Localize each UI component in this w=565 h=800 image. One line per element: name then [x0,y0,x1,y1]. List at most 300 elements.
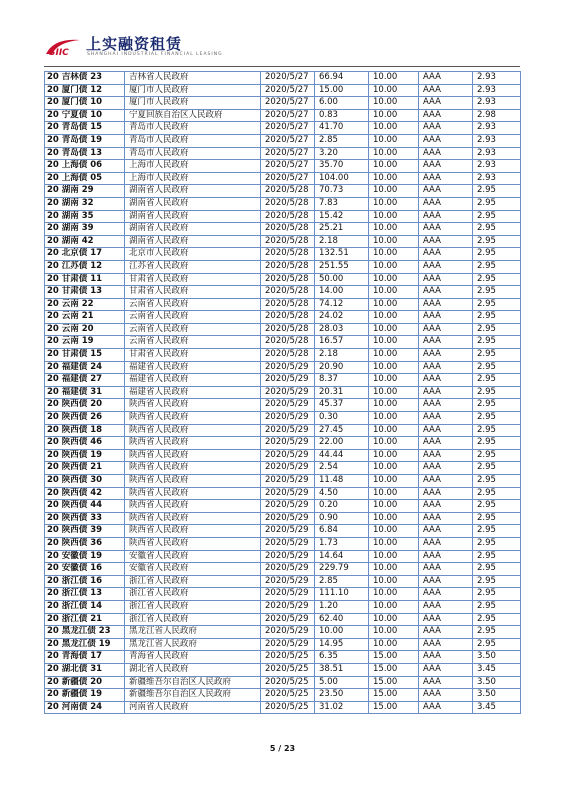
amount-cell: 2.54 [315,462,369,475]
siic-logo-icon [44,36,82,58]
table-row [45,185,521,198]
amount-cell: 3.20 [315,147,369,160]
coupon-rate-cell: 2.95 [473,260,521,273]
term-cell: 10.00 [369,563,419,576]
issue-date-cell: 2020/5/29 [261,600,315,613]
coupon-rate-cell: 2.95 [473,475,521,488]
bond-name-cell: 20 甘肃债 15 [45,349,125,362]
bond-name-cell: 20 陕西债 20 [45,399,125,412]
rating-cell: AAA [419,84,473,97]
bond-name-cell: 20 湖南 29 [45,185,125,198]
term-cell: 15.00 [369,676,419,689]
amount-cell: 11.48 [315,475,369,488]
bond-name-cell: 20 江苏债 12 [45,260,125,273]
issuer-cell: 陕西省人民政府 [125,512,261,525]
header-divider [44,66,520,67]
bond-name-cell: 20 陕西债 19 [45,449,125,462]
issuer-cell: 上海市人民政府 [125,160,261,173]
table-row [45,487,521,500]
rating-cell: AAA [419,235,473,248]
table-row [45,323,521,336]
issue-date-cell: 2020/5/25 [261,676,315,689]
table-row [45,72,521,85]
issuer-cell: 陕西省人民政府 [125,424,261,437]
amount-cell: 62.40 [315,613,369,626]
term-cell: 10.00 [369,575,419,588]
bond-name-cell: 20 青海债 17 [45,651,125,664]
bond-name-cell: 20 上海债 05 [45,172,125,185]
table-row [45,651,521,664]
bond-name-cell: 20 陕西债 42 [45,487,125,500]
rating-cell: AAA [419,462,473,475]
term-cell: 10.00 [369,500,419,513]
term-cell: 10.00 [369,147,419,160]
amount-cell: 15.42 [315,210,369,223]
table-row [45,537,521,550]
rating-cell: AAA [419,651,473,664]
issue-date-cell: 2020/5/29 [261,449,315,462]
term-cell: 10.00 [369,349,419,362]
coupon-rate-cell: 2.95 [473,575,521,588]
issuer-cell: 江苏省人民政府 [125,260,261,273]
term-cell: 10.00 [369,134,419,147]
issue-date-cell: 2020/5/29 [261,500,315,513]
issuer-cell: 云南省人民政府 [125,311,261,324]
amount-cell: 41.70 [315,122,369,135]
issuer-cell: 宁夏回族自治区人民政府 [125,109,261,122]
table-row [45,399,521,412]
coupon-rate-cell: 2.95 [473,500,521,513]
term-cell: 10.00 [369,588,419,601]
rating-cell: AAA [419,600,473,613]
issue-date-cell: 2020/5/28 [261,185,315,198]
amount-cell: 5.00 [315,676,369,689]
bond-name-cell: 20 福建债 31 [45,386,125,399]
issue-date-cell: 2020/5/25 [261,663,315,676]
bond-name-cell: 20 新疆债 20 [45,676,125,689]
term-cell: 10.00 [369,210,419,223]
coupon-rate-cell: 2.95 [473,349,521,362]
coupon-rate-cell: 2.95 [473,626,521,639]
amount-cell: 44.44 [315,449,369,462]
issue-date-cell: 2020/5/28 [261,248,315,261]
table-row [45,600,521,613]
term-cell: 10.00 [369,160,419,173]
issuer-cell: 湖南省人民政府 [125,223,261,236]
bond-name-cell: 20 吉林债 23 [45,72,125,85]
issuer-cell: 黑龙江省人民政府 [125,638,261,651]
issuer-cell: 青岛市人民政府 [125,134,261,147]
issue-date-cell: 2020/5/29 [261,512,315,525]
amount-cell: 0.90 [315,512,369,525]
issuer-cell: 福建省人民政府 [125,361,261,374]
rating-cell: AAA [419,424,473,437]
term-cell: 10.00 [369,613,419,626]
table-row [45,134,521,147]
issuer-cell: 北京市人民政府 [125,248,261,261]
issuer-cell: 浙江省人民政府 [125,600,261,613]
page-number: 5 / 23 [269,744,296,753]
issuer-cell: 安徽省人民政府 [125,550,261,563]
coupon-rate-cell: 2.95 [473,298,521,311]
rating-cell: AAA [419,525,473,538]
term-cell: 10.00 [369,361,419,374]
coupon-rate-cell: 2.95 [473,197,521,210]
table-row [45,437,521,450]
rating-cell: AAA [419,500,473,513]
amount-cell: 4.50 [315,487,369,500]
coupon-rate-cell: 2.95 [473,311,521,324]
issuer-cell: 云南省人民政府 [125,323,261,336]
amount-cell: 27.45 [315,424,369,437]
issue-date-cell: 2020/5/29 [261,525,315,538]
table-row [45,248,521,261]
rating-cell: AAA [419,512,473,525]
rating-cell: AAA [419,638,473,651]
amount-cell: 70.73 [315,185,369,198]
issuer-cell: 陕西省人民政府 [125,412,261,425]
table-row [45,386,521,399]
table-row [45,575,521,588]
issue-date-cell: 2020/5/27 [261,109,315,122]
amount-cell: 38.51 [315,663,369,676]
issuer-cell: 黑龙江省人民政府 [125,626,261,639]
rating-cell: AAA [419,613,473,626]
table-row [45,424,521,437]
coupon-rate-cell: 2.95 [473,424,521,437]
bond-name-cell: 20 陕西债 39 [45,525,125,538]
rating-cell: AAA [419,689,473,702]
issuer-cell: 福建省人民政府 [125,374,261,387]
amount-cell: 6.00 [315,97,369,110]
issue-date-cell: 2020/5/29 [261,588,315,601]
bond-name-cell: 20 福建债 24 [45,361,125,374]
rating-cell: AAA [419,134,473,147]
bond-name-cell: 20 陕西债 18 [45,424,125,437]
amount-cell: 104.00 [315,172,369,185]
table-row [45,298,521,311]
bond-name-cell: 20 安徽债 19 [45,550,125,563]
issue-date-cell: 2020/5/29 [261,399,315,412]
coupon-rate-cell: 2.95 [473,210,521,223]
coupon-rate-cell: 3.50 [473,689,521,702]
issuer-cell: 云南省人民政府 [125,336,261,349]
issue-date-cell: 2020/5/29 [261,361,315,374]
rating-cell: AAA [419,185,473,198]
table-row [45,512,521,525]
coupon-rate-cell: 2.98 [473,109,521,122]
issuer-cell: 浙江省人民政府 [125,588,261,601]
issuer-cell: 新疆维吾尔自治区人民政府 [125,689,261,702]
issue-date-cell: 2020/5/28 [261,336,315,349]
coupon-rate-cell: 2.95 [473,563,521,576]
issuer-cell: 浙江省人民政府 [125,613,261,626]
rating-cell: AAA [419,550,473,563]
amount-cell: 111.10 [315,588,369,601]
table-row [45,689,521,702]
table-row [45,336,521,349]
issuer-cell: 陕西省人民政府 [125,462,261,475]
amount-cell: 1.73 [315,537,369,550]
issue-date-cell: 2020/5/29 [261,462,315,475]
bond-table-container [44,71,520,714]
rating-cell: AAA [419,336,473,349]
issuer-cell: 甘肃省人民政府 [125,349,261,362]
bond-name-cell: 20 厦门债 12 [45,84,125,97]
issue-date-cell: 2020/5/28 [261,210,315,223]
term-cell: 10.00 [369,600,419,613]
rating-cell: AAA [419,286,473,299]
bond-table-body [45,72,521,714]
amount-cell: 10.00 [315,626,369,639]
coupon-rate-cell: 3.45 [473,701,521,714]
issue-date-cell: 2020/5/28 [261,349,315,362]
issue-date-cell: 2020/5/28 [261,286,315,299]
table-row [45,147,521,160]
table-row [45,97,521,110]
issuer-cell: 厦门市人民政府 [125,84,261,97]
coupon-rate-cell: 2.95 [473,613,521,626]
bond-name-cell: 20 云南 22 [45,298,125,311]
rating-cell: AAA [419,626,473,639]
issuer-cell: 陕西省人民政府 [125,449,261,462]
table-row [45,449,521,462]
rating-cell: AAA [419,437,473,450]
company-name: 上实融资租赁 [86,35,183,53]
table-row [45,550,521,563]
table-row [45,109,521,122]
issue-date-cell: 2020/5/29 [261,487,315,500]
amount-cell: 24.02 [315,311,369,324]
rating-cell: AAA [419,109,473,122]
issue-date-cell: 2020/5/28 [261,235,315,248]
bond-name-cell: 20 陕西债 36 [45,537,125,550]
coupon-rate-cell: 2.93 [473,134,521,147]
issue-date-cell: 2020/5/27 [261,84,315,97]
term-cell: 10.00 [369,235,419,248]
table-row [45,210,521,223]
issue-date-cell: 2020/5/29 [261,613,315,626]
coupon-rate-cell: 2.93 [473,97,521,110]
coupon-rate-cell: 2.95 [473,374,521,387]
bond-name-cell: 20 黑龙江债 23 [45,626,125,639]
rating-cell: AAA [419,575,473,588]
term-cell: 10.00 [369,248,419,261]
term-cell: 10.00 [369,286,419,299]
issue-date-cell: 2020/5/28 [261,223,315,236]
rating-cell: AAA [419,563,473,576]
issue-date-cell: 2020/5/27 [261,160,315,173]
bond-name-cell: 20 湖南 35 [45,210,125,223]
amount-cell: 251.55 [315,260,369,273]
coupon-rate-cell: 3.50 [473,651,521,664]
issuer-cell: 福建省人民政府 [125,386,261,399]
issuer-cell: 陕西省人民政府 [125,437,261,450]
table-row [45,412,521,425]
coupon-rate-cell: 2.95 [473,399,521,412]
coupon-rate-cell: 2.95 [473,361,521,374]
amount-cell: 16.57 [315,336,369,349]
coupon-rate-cell: 2.95 [473,286,521,299]
table-row [45,273,521,286]
bond-name-cell: 20 福建债 27 [45,374,125,387]
issuer-cell: 陕西省人民政府 [125,525,261,538]
coupon-rate-cell: 2.95 [473,248,521,261]
term-cell: 10.00 [369,97,419,110]
rating-cell: AAA [419,475,473,488]
coupon-rate-cell: 2.95 [473,512,521,525]
bond-name-cell: 20 浙江债 14 [45,600,125,613]
table-row [45,374,521,387]
rating-cell: AAA [419,210,473,223]
bond-name-cell: 20 黑龙江债 19 [45,638,125,651]
table-row [45,613,521,626]
term-cell: 10.00 [369,626,419,639]
coupon-rate-cell: 2.95 [473,386,521,399]
coupon-rate-cell: 2.95 [473,487,521,500]
issuer-cell: 湖南省人民政府 [125,185,261,198]
bond-name-cell: 20 陕西债 46 [45,437,125,450]
coupon-rate-cell: 2.95 [473,323,521,336]
term-cell: 10.00 [369,386,419,399]
issue-date-cell: 2020/5/29 [261,537,315,550]
issue-date-cell: 2020/5/29 [261,374,315,387]
rating-cell: AAA [419,248,473,261]
table-row [45,626,521,639]
amount-cell: 0.20 [315,500,369,513]
issuer-cell: 陕西省人民政府 [125,399,261,412]
issuer-cell: 陕西省人民政府 [125,500,261,513]
term-cell: 10.00 [369,109,419,122]
svg-text:SIIC: SIIC [49,48,69,58]
term-cell: 15.00 [369,689,419,702]
issue-date-cell: 2020/5/25 [261,689,315,702]
amount-cell: 15.00 [315,84,369,97]
bond-name-cell: 20 陕西债 21 [45,462,125,475]
term-cell: 10.00 [369,298,419,311]
coupon-rate-cell: 2.93 [473,172,521,185]
table-row [45,172,521,185]
table-row [45,525,521,538]
bond-name-cell: 20 云南 20 [45,323,125,336]
coupon-rate-cell: 2.95 [473,550,521,563]
issuer-cell: 安徽省人民政府 [125,563,261,576]
issuer-cell: 云南省人民政府 [125,298,261,311]
amount-cell: 2.18 [315,235,369,248]
issue-date-cell: 2020/5/29 [261,575,315,588]
rating-cell: AAA [419,676,473,689]
amount-cell: 0.30 [315,412,369,425]
term-cell: 10.00 [369,122,419,135]
amount-cell: 20.31 [315,386,369,399]
issuer-cell: 青海省人民政府 [125,651,261,664]
issue-date-cell: 2020/5/29 [261,386,315,399]
issue-date-cell: 2020/5/28 [261,298,315,311]
table-row [45,500,521,513]
term-cell: 10.00 [369,260,419,273]
term-cell: 10.00 [369,84,419,97]
term-cell: 10.00 [369,323,419,336]
rating-cell: AAA [419,412,473,425]
bond-name-cell: 20 甘肃债 13 [45,286,125,299]
table-row [45,361,521,374]
table-row [45,349,521,362]
issue-date-cell: 2020/5/28 [261,311,315,324]
term-cell: 10.00 [369,424,419,437]
term-cell: 15.00 [369,651,419,664]
issuer-cell: 陕西省人民政府 [125,487,261,500]
term-cell: 10.00 [369,550,419,563]
issue-date-cell: 2020/5/25 [261,651,315,664]
term-cell: 10.00 [369,172,419,185]
issue-date-cell: 2020/5/27 [261,97,315,110]
amount-cell: 6.35 [315,651,369,664]
issue-date-cell: 2020/5/29 [261,550,315,563]
rating-cell: AAA [419,399,473,412]
term-cell: 15.00 [369,663,419,676]
issuer-cell: 浙江省人民政府 [125,575,261,588]
coupon-rate-cell: 2.95 [473,462,521,475]
coupon-rate-cell: 2.95 [473,638,521,651]
issuer-cell: 湖南省人民政府 [125,235,261,248]
bond-name-cell: 20 云南 19 [45,336,125,349]
amount-cell: 7.83 [315,197,369,210]
bond-name-cell: 20 青岛债 13 [45,147,125,160]
table-row [45,638,521,651]
table-row [45,311,521,324]
table-row [45,286,521,299]
bond-name-cell: 20 浙江债 21 [45,613,125,626]
table-row [45,223,521,236]
rating-cell: AAA [419,487,473,500]
amount-cell: 45.37 [315,399,369,412]
bond-name-cell: 20 青岛债 19 [45,134,125,147]
bond-name-cell: 20 湖南 39 [45,223,125,236]
amount-cell: 35.70 [315,160,369,173]
rating-cell: AAA [419,349,473,362]
rating-cell: AAA [419,298,473,311]
coupon-rate-cell: 2.93 [473,147,521,160]
bond-name-cell: 20 安徽债 16 [45,563,125,576]
rating-cell: AAA [419,537,473,550]
issuer-cell: 甘肃省人民政府 [125,286,261,299]
coupon-rate-cell: 2.93 [473,84,521,97]
bond-name-cell: 20 北京债 17 [45,248,125,261]
table-row [45,475,521,488]
issuer-cell: 湖北省人民政府 [125,663,261,676]
rating-cell: AAA [419,323,473,336]
issuer-cell: 陕西省人民政府 [125,537,261,550]
table-row [45,84,521,97]
company-name-en: SHANGHAI INDUSTRIAL FINANCIAL LEASING [87,52,223,57]
issuer-cell: 青岛市人民政府 [125,122,261,135]
bond-name-cell: 20 陕西债 26 [45,412,125,425]
rating-cell: AAA [419,260,473,273]
issuer-cell: 甘肃省人民政府 [125,273,261,286]
term-cell: 10.00 [369,197,419,210]
term-cell: 10.00 [369,537,419,550]
amount-cell: 2.85 [315,134,369,147]
term-cell: 10.00 [369,475,419,488]
rating-cell: AAA [419,223,473,236]
bond-name-cell: 20 浙江债 16 [45,575,125,588]
issuer-cell: 青岛市人民政府 [125,147,261,160]
rating-cell: AAA [419,374,473,387]
term-cell: 10.00 [369,487,419,500]
issuer-cell: 吉林省人民政府 [125,72,261,85]
issue-date-cell: 2020/5/29 [261,563,315,576]
amount-cell: 2.18 [315,349,369,362]
